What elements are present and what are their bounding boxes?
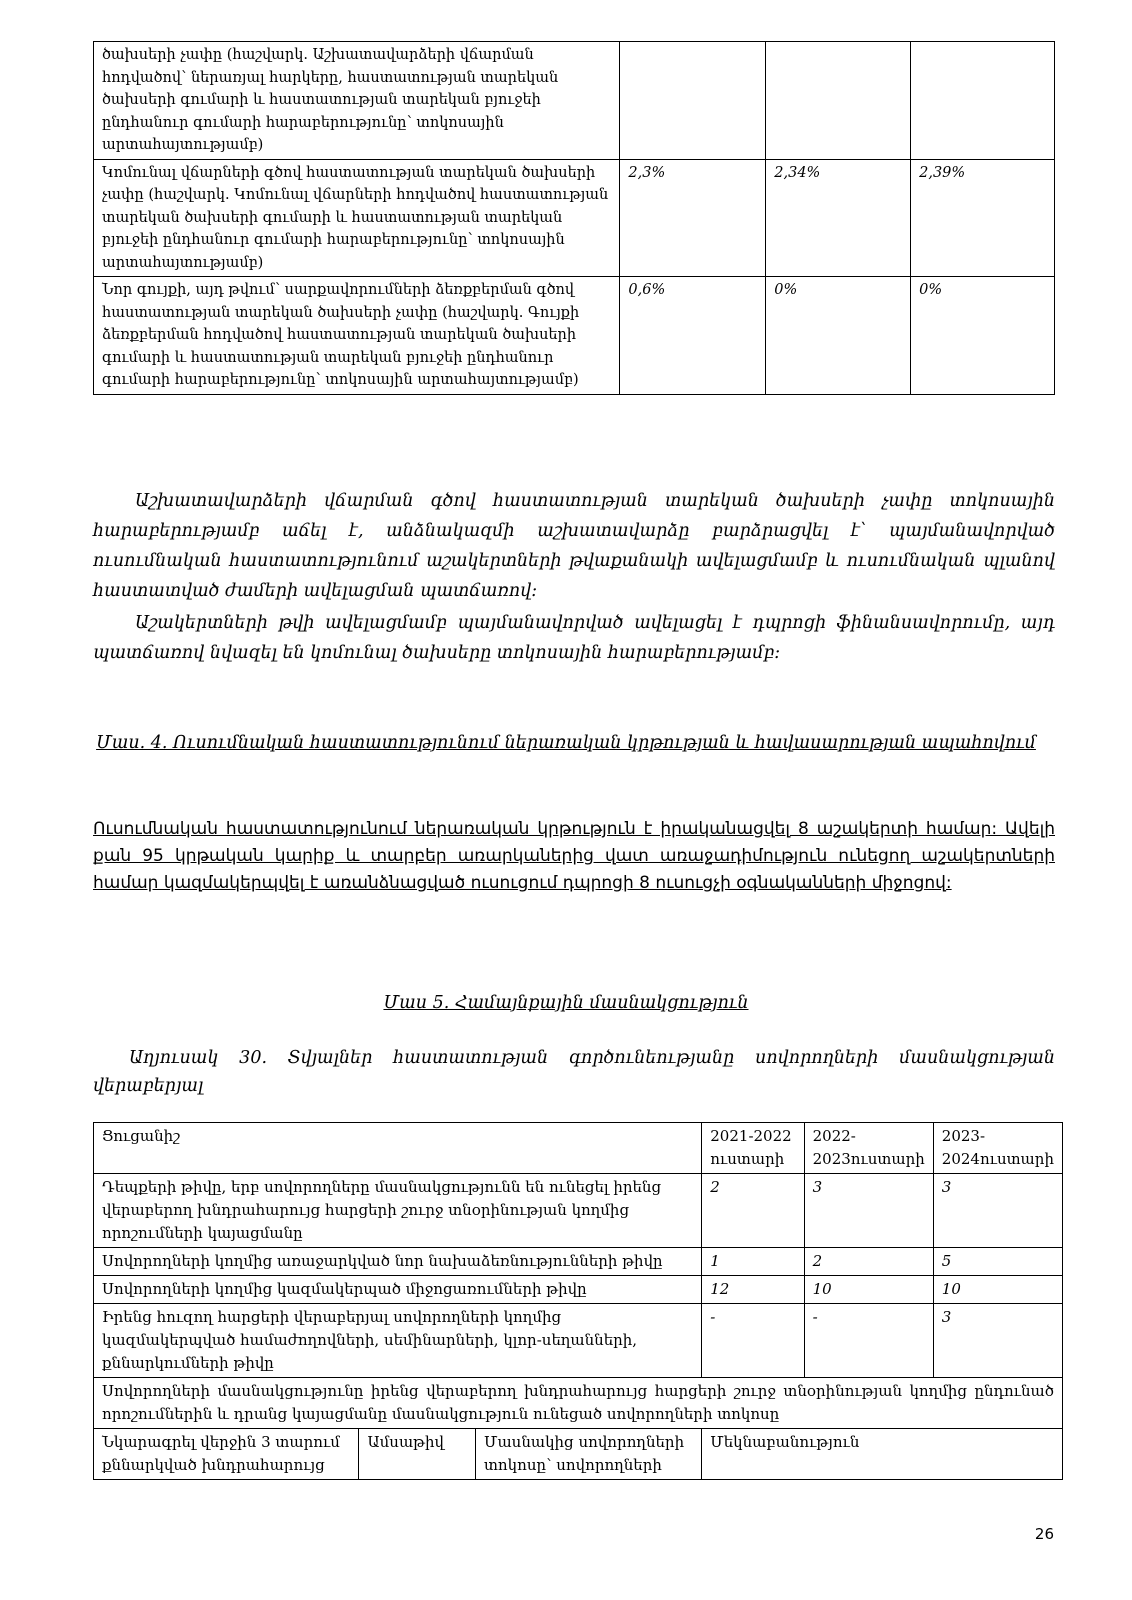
column-description: Նկարագրել վերջին 3 տարում քննարկված խնդրահարույց: [94, 1429, 359, 1480]
value-cell: -: [804, 1304, 933, 1378]
student-participation-table: [93, 1122, 1063, 1480]
table-row: [94, 159, 1055, 277]
row-label: Կոմունալ վճարների գծով հաստատության տարեկան ծախսերի չափը (հաշվարկ. Կոմունալ վճարների հոդվածով հաստատության տարեկան ծախսերի գումարի և հաստատության տարեկան բյուջեի ընդհանուր գումարի հարաբերությունը՝ տոկոսային արտահայտությամբ): [94, 159, 620, 277]
page-number: 26: [1034, 1525, 1054, 1543]
column-date: Ամսաթիվ: [359, 1429, 476, 1480]
value-cell: [620, 42, 766, 160]
value-cell: 3: [804, 1174, 933, 1248]
table-header-row: [94, 1123, 1063, 1174]
participation-percentage-row: Սովորողների մասնակցությունը իրենց վերաբերող խնդրահարույց հարցերի շուրջ տնօրինության կողմից ընդունած որոշումներին և դրանց կայացմանը մասնակցություն ունեցած սովորողների տոկոսը: [94, 1378, 1063, 1429]
funding-paragraph: Աշակերտների թվի ավելացմամբ պայմանավորված ավելացել է դպրոցի ֆինանսավորումը, այդ պատճառով նվազել են կոմունալ ծախսերը տոկոսային հարաբերությամբ:: [93, 613, 1055, 663]
value-cell: 3: [933, 1304, 1062, 1378]
table-row: [94, 277, 1055, 395]
table-row: [94, 1174, 1063, 1248]
value-cell: 1: [702, 1248, 804, 1276]
row-label: Դեպքերի թիվը, երբ սովորողները մասնակցությունն են ունեցել իրենց վերաբերող խնդրահարույց հարցերի շուրջ տնօրինության կողմից որոշումների կայացմանը: [94, 1174, 702, 1248]
value-cell: 2,3%: [620, 159, 766, 277]
value-cell: 2,34%: [766, 159, 911, 277]
salary-paragraph: Աշխատավարձերի վճարման գծով հաստատության տարեկան ծախսերի չափը տոկոսային հարաբերությամբ աճել է, անձնակազմի աշխատավարձը բարձրացվել է՝ պայմանավորված ուսումնական հաստատությունում աշակերտների թվաքանակի ավելացմամբ և ուսումնական պլանով հաստատված ժամերի ավելացման պատճառով:: [93, 491, 1055, 601]
row-label: ծախսերի չափը (հաշվարկ. Աշխատավարձերի վճարման հոդվածով՝ ներառյալ հարկերը, հաստատության տարեկան ծախսերի գումարի և հաստատության տարեկան բյուջեի ընդհանուր գումարի հարաբերությունը՝ տոկոսային արտահայտությամբ): [94, 42, 620, 160]
table-row: [94, 1276, 1063, 1304]
table-full-row: [94, 1378, 1063, 1429]
column-percentage: Մասնակից սովորողների տոկոսը՝ սովորողների: [475, 1429, 701, 1480]
inclusive-education-text: Ուսումնական հաստատությունում ներառական կրթություն է իրականացվել 8 աշակերտի համար: Ավելի քան 95 կրթական կարիք և տարբեր առարկաներից վատ առաջադիմություն ունեցող աշակերտների համար կազմակերպվել է առանձնացված ուսուցում դպրոցի 8 ուսուցչի օգնականների միջոցով:: [93, 819, 1055, 893]
column-comment: Մեկնաբանություն: [702, 1429, 1063, 1480]
value-cell: [911, 42, 1055, 160]
row-label: Նոր գույքի, այդ թվում՝ սարքավորումների ձեռքբերման գծով հաստատության տարեկան ծախսերի չափը (հաշվարկ. Գույքի ձեռքբերման հոդվածով հաստատության տարեկան ծախսերի գումարի և հաստատության տարեկան բյուջեի ընդհանուր գումարի հարաբերությունը՝ տոկոսային արտահայտությամբ): [94, 277, 620, 395]
value-cell: 3: [933, 1174, 1062, 1248]
section-5-heading: Մաս 5. Համայնքային մասնակցություն: [383, 993, 749, 1013]
table-row: [94, 42, 1055, 160]
header-indicator: Ցուցանիշ: [94, 1123, 702, 1174]
header-year: 2023-2024ուստարի: [933, 1123, 1062, 1174]
section-4-heading: Մաս. 4. Ուսումնական հաստատությունում ներառական կրթության և հավասարության ապահովում: [96, 733, 1036, 753]
value-cell: 5: [933, 1248, 1062, 1276]
value-cell: 0,6%: [620, 277, 766, 395]
header-year: 2021-2022 ուստարի: [702, 1123, 804, 1174]
value-cell: 10: [804, 1276, 933, 1304]
row-label: Իրենց հուզող հարցերի վերաբերյալ սովորողների կողմից կազմակերպված համաժողովների, սեմինարների, կլոր-սեղանների, քննարկումների թիվը: [94, 1304, 702, 1378]
value-cell: 2: [804, 1248, 933, 1276]
table-caption: Աղյուսակ 30. Տվյալներ հաստատության գործունեությանը սովորողների մասնակցության վերաբերյալ: [93, 1048, 1055, 1096]
header-year: 2022-2023ուստարի: [804, 1123, 933, 1174]
value-cell: 0%: [766, 277, 911, 395]
table-row: [94, 1248, 1063, 1276]
value-cell: 0%: [911, 277, 1055, 395]
value-cell: 10: [933, 1276, 1062, 1304]
value-cell: -: [702, 1304, 804, 1378]
row-label: Սովորողների կողմից առաջարկված նոր նախաձեռնությունների թիվը: [94, 1248, 702, 1276]
value-cell: 2,39%: [911, 159, 1055, 277]
value-cell: 2: [702, 1174, 804, 1248]
expenses-table: [93, 41, 1055, 395]
table-last-row: [94, 1429, 1063, 1480]
value-cell: [766, 42, 911, 160]
row-label: Սովորողների կողմից կազմակերպած միջոցառումների թիվը: [94, 1276, 702, 1304]
value-cell: 12: [702, 1276, 804, 1304]
table-row: [94, 1304, 1063, 1378]
